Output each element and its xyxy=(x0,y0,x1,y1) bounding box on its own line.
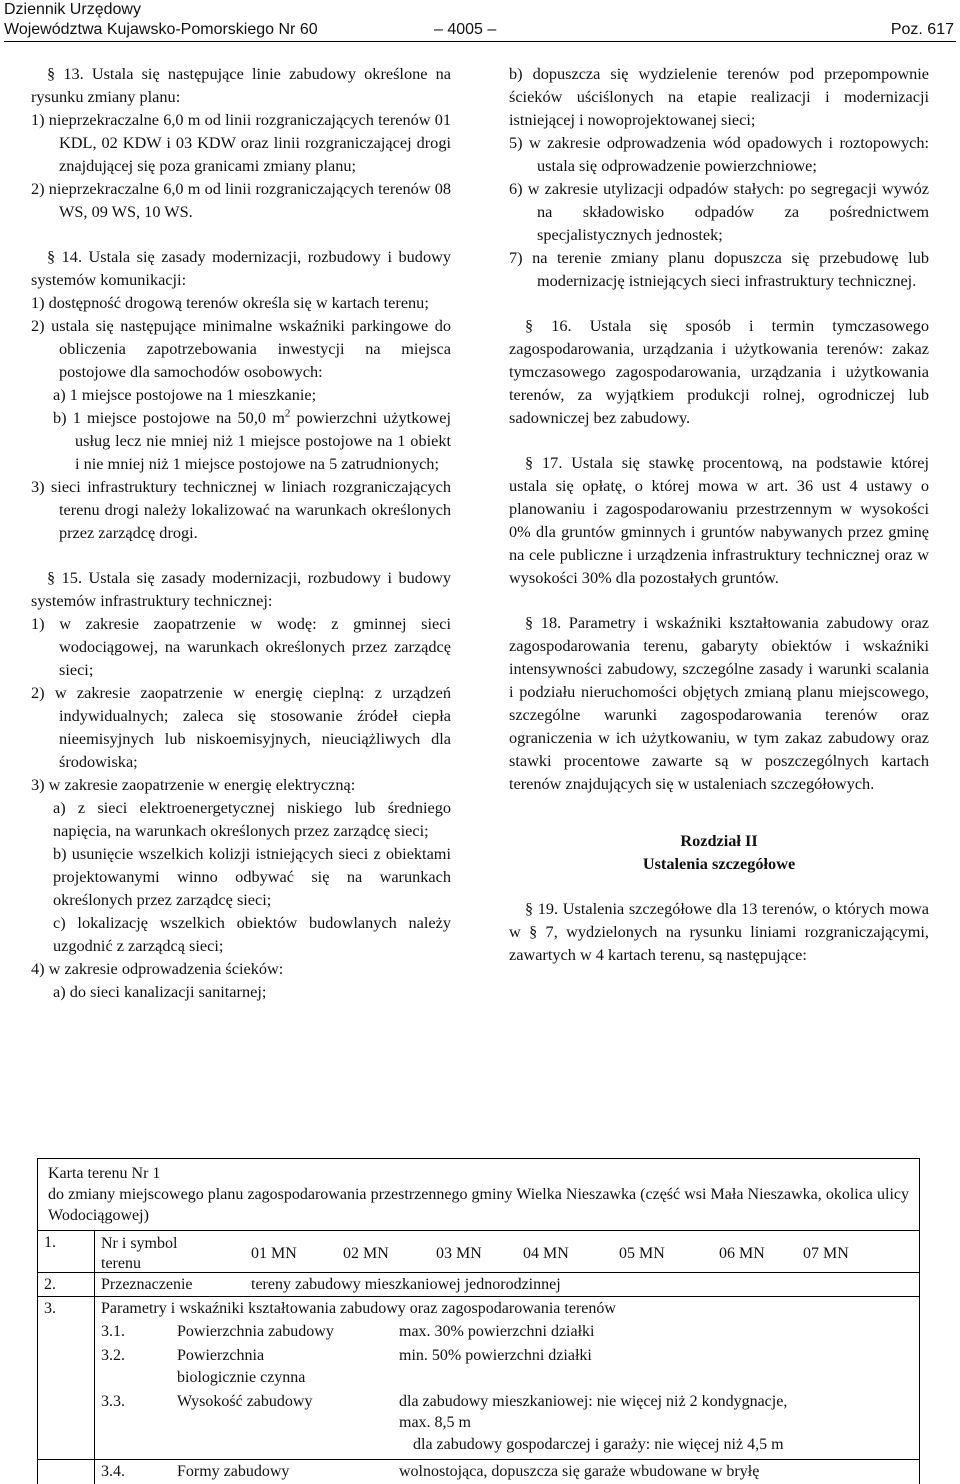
sub-item xyxy=(31,406,451,475)
paragraph-14: § 14. Ustala się zasady modernizacji, rozbudowy i budowy systemów komunikacji: xyxy=(31,245,451,291)
row-number: 3. xyxy=(38,1297,95,1460)
symbols-row xyxy=(95,1231,920,1273)
list-item: 1) dostępność drogową terenów określa się w kartach terenu; xyxy=(31,291,451,314)
left-column xyxy=(31,62,451,1003)
voivodeship-issue: Województwa Kujawsko-Pomorskiego Nr 60 xyxy=(4,21,318,38)
chapter-subtitle: Ustalenia szczegółowe xyxy=(509,852,929,875)
list-item: 3) sieci infrastruktury technicznej w liniach rozgraniczających terenu drogi należy lokalizować na warunkach określonych przez zarządcę drogi. xyxy=(31,475,451,544)
sub-number: 3.1. xyxy=(101,1321,125,1342)
position-number: Poz. 617 xyxy=(891,20,954,40)
superscript: 2 xyxy=(285,408,291,420)
header-row xyxy=(4,20,954,42)
sub-item: a) do sieci kanalizacji sanitarnej; xyxy=(31,980,451,1003)
row-label: Przeznaczenie xyxy=(101,1274,192,1295)
terrain-symbol: 01 MN xyxy=(251,1243,297,1264)
list-item: 7) na terenie zmiany planu dopuszcza się przebudowę lub modernizację istniejących sieci infrastruktury technicznej. xyxy=(509,246,929,292)
terrain-card-table xyxy=(37,1158,920,1484)
card-title: Karta terenu Nr 1 xyxy=(48,1163,909,1184)
list-item: 4) w zakresie odprowadzenia ścieków: xyxy=(31,957,451,980)
sub-label: Formy zabudowy xyxy=(177,1461,289,1482)
sub-value: min. 50% powierzchni działki xyxy=(399,1345,592,1366)
forms-row xyxy=(95,1460,920,1484)
sub-label: Wysokość zabudowy xyxy=(177,1391,312,1412)
sub-number: 3.4. xyxy=(101,1461,125,1482)
sub-item-text: b) 1 miejsce postojowe na 50,0 m xyxy=(53,408,285,427)
journal-title: Dziennik Urzędowy xyxy=(4,0,954,20)
list-item: 5) w zakresie odprowadzenia wód opadowych i roztopowych: ustala się odprowadzenie powierzchniowe; xyxy=(509,131,929,177)
sub-number: 3.3. xyxy=(101,1391,125,1412)
terrain-symbol: 04 MN xyxy=(523,1243,569,1264)
sub-item: b) dopuszcza się wydzielenie terenów pod przepompownie ścieków uściślonych na etapie realizacji i modernizacji istniejącej i nowoprojektowanej sieci; xyxy=(509,62,929,131)
row-label: Nr i symbol xyxy=(101,1233,177,1254)
purpose-row xyxy=(95,1273,920,1297)
list-item: 1) nieprzekraczalne 6,0 m od linii rozgraniczających terenów 01 KDL, 02 KDW i 03 KDW oraz linii rozgraniczającej drogi znajdującej się poza granicami zmiany planu; xyxy=(31,108,451,177)
sub-item: c) lokalizację wszelkich obiektów budowlanych należy uzgodnić z zarządcą sieci; xyxy=(31,911,451,957)
list-item: 3) w zakresie zaopatrzenie w energię elektryczną: xyxy=(31,773,451,796)
sub-item-text: powierzchni użytkowej usług lecz nie mniej niż 1 miejsce postojowe na 1 obiekt i nie mniej niż 1 miejsce postojowe na 5 zatrudnionych; xyxy=(75,408,451,473)
list-item: 2) nieprzekraczalne 6,0 m od linii rozgraniczających terenów 08 WS, 09 WS, 10 WS. xyxy=(31,177,451,223)
list-item: 6) w zakresie utylizacji odpadów stałych: po segregacji wywóz na składowisko odpadów za pośrednictwem specjalistycznych jednostek; xyxy=(509,177,929,246)
paragraph-15: § 15. Ustala się zasady modernizacji, rozbudowy i budowy systemów infrastruktury technicznej: xyxy=(31,566,451,612)
terrain-symbol: 05 MN xyxy=(619,1243,665,1264)
sub-value: max. 8,5 m xyxy=(399,1412,471,1433)
sub-number: 3.2. xyxy=(101,1345,125,1366)
list-item: 2) w zakresie zaopatrzenie w energię cieplną: z urządzeń indywidualnych; zaleca się stosowanie źródeł ciepła nieemisyjnych lub niskoemisyjnych, nieuciążliwych dla środowiska; xyxy=(31,681,451,773)
card-header xyxy=(38,1159,920,1231)
row-label: terenu xyxy=(101,1253,141,1274)
sub-item: a) 1 miejsce postojowe na 1 mieszkanie; xyxy=(31,383,451,406)
list-item: 2) ustala się następujące minimalne wskaźniki parkingowe do obliczenia zapotrzebowania inwestycji na miejsca postojowe dla samochodów osobowych: xyxy=(31,314,451,383)
row-number-blank xyxy=(38,1460,95,1484)
paragraph-17: § 17. Ustala się stawkę procentową, na podstawie której ustala się opłatę, o której mowa w art. 36 ust 4 ustawy o planowaniu i zagospodarowaniu przestrzennym w wysokości 0% dla gruntów gminnych i gruntów nabywanych przez gminę na cele publiczne i urządzenia infrastruktury technicznej oraz w wysokości 30% dla pozostałych gruntów. xyxy=(509,451,929,589)
row-number: 1. xyxy=(38,1231,95,1273)
paragraph-19: § 19. Ustalenia szczegółowe dla 13 terenów, o których mowa w § 7, wydzielonych na rysunku liniami rozgraniczającymi, zawartych w 4 kartach terenu, są następujące: xyxy=(509,897,929,966)
sub-value: dla zabudowy mieszkaniowej: nie więcej niż 2 kondygnacje, xyxy=(399,1391,787,1412)
sub-label: Powierzchnia xyxy=(177,1345,264,1366)
sub-label: Powierzchnia zabudowy xyxy=(177,1321,334,1342)
list-item: 1) w zakresie zaopatrzenie w wodę: z gminnej sieci wodociągowej, na warunkach określonych przez zarządcę sieci; xyxy=(31,612,451,681)
row-label: Parametry i wskaźniki kształtowania zabudowy oraz zagospodarowania terenów xyxy=(101,1298,616,1319)
sub-item: a) z sieci elektroenergetycznej niskiego lub średniego napięcia, na warunkach określonych przez zarządcę sieci; xyxy=(31,796,451,842)
page-number: – 4005 – xyxy=(434,20,496,40)
row-number: 2. xyxy=(38,1273,95,1297)
sub-item: b) usunięcie wszelkich kolizji istniejących sieci z obiektami projektowanymi winno odbywać się na warunkach określonych przez zarządcę sieci; xyxy=(31,842,451,911)
terrain-symbol: 06 MN xyxy=(719,1243,765,1264)
paragraph-16: § 16. Ustala się sposób i termin tymczasowego zagospodarowania, urządzania i użytkowania terenów: zakaz tymczasowego zagospodarowania, urządzania i użytkowania terenów, za wyjątkiem produkcji rolnej, ogrodniczej lub sadowniczej bez zabudowy. xyxy=(509,314,929,429)
chapter-title: Rozdział II xyxy=(509,829,929,852)
card-subtitle: do zmiany miejscowego planu zagospodarowania przestrzennego gminy Wielka Nieszawka (część wsi Mała Nieszawka, okolica ulicy Wodociągowej) xyxy=(48,1184,909,1226)
sub-label: biologicznie czynna xyxy=(177,1367,305,1388)
terrain-symbol: 02 MN xyxy=(343,1243,389,1264)
row-value: tereny zabudowy mieszkaniowej jednorodzinnej xyxy=(251,1274,561,1295)
paragraph-13: § 13. Ustala się następujące linie zabudowy określone na rysunku zmiany planu: xyxy=(31,62,451,108)
parameters-row xyxy=(95,1297,920,1460)
paragraph-18: § 18. Parametry i wskaźniki kształtowania zabudowy oraz zagospodarowania terenu, gabaryty obiektów i wskaźniki intensywności zabudowy, szczególne zasady i warunki scalania i podziału nieruchomości objętych zmianą planu miejscowego, szczególne warunki zagospodarowania terenów oraz ograniczenia w ich użytkowaniu, w tym zakaz zabudowy oraz stawki procentowe zawarte są w poszczególnych kartach terenów znajdujących się w ustaleniach szczegółowych. xyxy=(509,611,929,795)
header-divider xyxy=(4,41,956,42)
terrain-symbol: 03 MN xyxy=(436,1243,482,1264)
page-header xyxy=(4,0,954,42)
right-column xyxy=(509,62,929,966)
terrain-symbol: 07 MN xyxy=(803,1243,849,1264)
sub-value: dla zabudowy gospodarczej i garaży: nie więcej niż 4,5 m xyxy=(413,1434,784,1455)
sub-value: wolnostojąca, dopuszcza się garaże wbudowane w bryłę xyxy=(399,1461,759,1482)
sub-value: max. 30% powierzchni działki xyxy=(399,1321,595,1342)
